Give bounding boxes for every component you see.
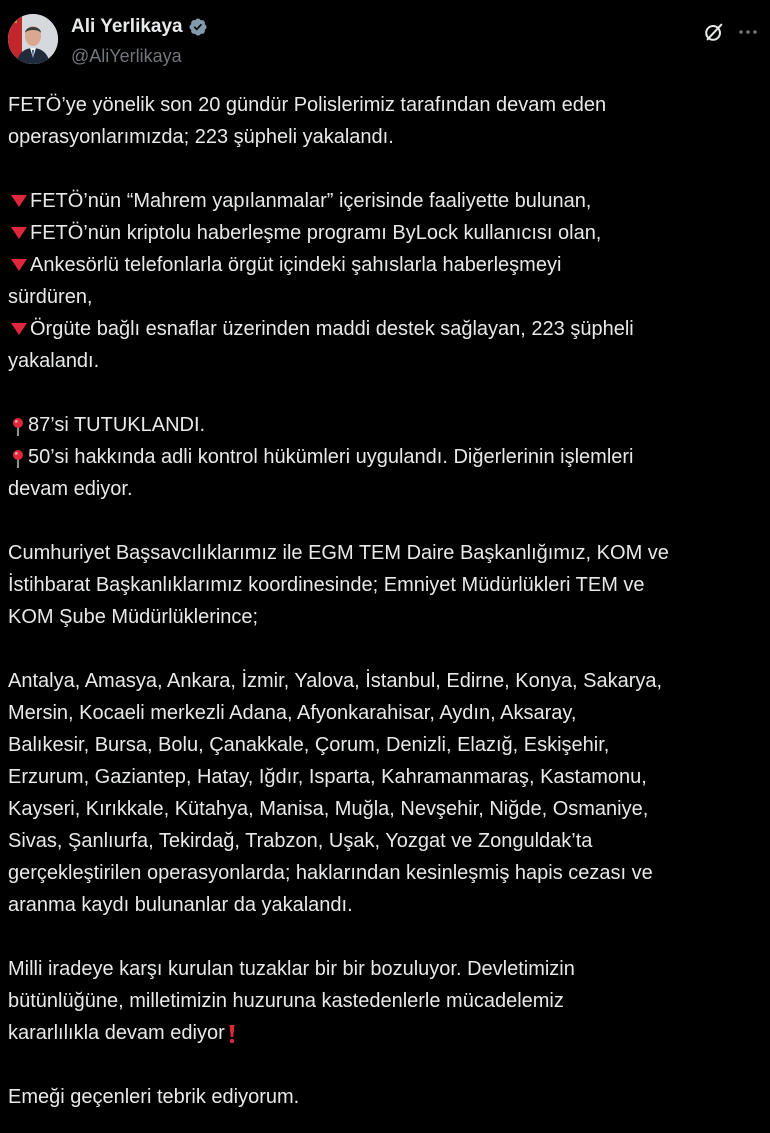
verified-badge-icon (188, 17, 208, 37)
avatar[interactable] (8, 14, 58, 64)
text-line: aranma kaydı bulunanlar da yakalandı. (8, 894, 353, 916)
pin-list (8, 409, 764, 505)
text-line: Emeği geçenleri tebrik ediyorum. (8, 1086, 300, 1108)
tweet-header (0, 0, 770, 80)
red-triangle-icon (8, 185, 30, 217)
tweet-text (8, 89, 764, 1113)
closing-paragraph (8, 953, 764, 1049)
text-line: Antalya, Amasya, Ankara, İzmir, Yalova, İstanbul, Edirne, Konya, Sakarya, (8, 670, 663, 692)
text-line: gerçekleştirilen operasyonlarda; haklarından kesinleşmiş hapis cezası ve (8, 862, 653, 884)
pin-item: 87’si TUTUKLANDI. (8, 409, 764, 441)
text-line: operasyonlarımızda; 223 şüpheli yakalandı. (8, 126, 394, 148)
text-line: yakalandı. (8, 350, 100, 372)
text-line: Sivas, Şanlıurfa, Tekirdağ, Trabzon, Uşak, Yozgat ve Zonguldak’ta (8, 830, 593, 852)
grok-icon[interactable] (703, 21, 725, 43)
round-pushpin-icon (8, 409, 28, 441)
text-line: Milli iradeye karşı kurulan tuzaklar bir bir bozuluyor. Devletimizin (8, 958, 575, 980)
text-line: Kayseri, Kırıkkale, Kütahya, Manisa, Muğla, Nevşehir, Niğde, Osmaniye, (8, 798, 649, 820)
red-triangle-icon (8, 313, 30, 345)
author-handle[interactable]: @AliYerlikaya (71, 46, 182, 66)
more-icon[interactable] (736, 20, 760, 44)
text-line: kararlılıkla devam ediyor (8, 1017, 764, 1049)
text-line: İstihbarat Başkanlıklarımız koordinesinde; Emniyet Müdürlükleri TEM ve (8, 574, 645, 596)
thanks-paragraph (8, 1081, 764, 1113)
text-line: Cumhuriyet Başsavcılıklarımız ile EGM TEM Daire Başkanlığımız, KOM ve (8, 542, 669, 564)
author-display-name[interactable]: Ali Yerlikaya (71, 16, 183, 37)
bullet-item: FETÖ’nün “Mahrem yapılanmalar” içerisinde faaliyette bulunan, (8, 185, 764, 217)
text-line: devam ediyor. (8, 478, 133, 500)
text-line: FETÖ’ye yönelik son 20 gündür Polislerimiz tarafından devam eden (8, 94, 607, 116)
bullet-list (8, 185, 764, 377)
bullet-item: Ankesörlü telefonlarla örgüt içindeki şahıslarla haberleşmeyi (8, 249, 764, 281)
text-line: KOM Şube Müdürlüklerince; (8, 606, 259, 628)
round-pushpin-icon (8, 441, 28, 473)
bullet-item: FETÖ’nün kriptolu haberleşme programı ByLock kullanıcısı olan, (8, 217, 764, 249)
red-exclamation-icon (225, 1017, 239, 1049)
provinces-paragraph (8, 665, 764, 921)
text-line: Balıkesir, Bursa, Bolu, Çanakkale, Çorum, Denizli, Elazığ, Eskişehir, (8, 734, 610, 756)
intro-paragraph (8, 89, 764, 153)
text-line: Mersin, Kocaeli merkezli Adana, Afyonkarahisar, Aydın, Aksaray, (8, 702, 577, 724)
red-triangle-icon (8, 217, 30, 249)
red-triangle-icon (8, 249, 30, 281)
bullet-item: Örgüte bağlı esnaflar üzerinden maddi destek sağlayan, 223 şüpheli (8, 313, 764, 345)
coordination-paragraph (8, 537, 764, 633)
text-line: Erzurum, Gaziantep, Hatay, Iğdır, Isparta, Kahramanmaraş, Kastamonu, (8, 766, 647, 788)
pin-item: 50’si hakkında adli kontrol hükümleri uygulandı. Diğerlerinin işlemleri (8, 441, 764, 473)
text-line: sürdüren, (8, 286, 93, 308)
text-line: bütünlüğüne, milletimizin huzuruna kastedenlerle mücadelemiz (8, 990, 564, 1012)
